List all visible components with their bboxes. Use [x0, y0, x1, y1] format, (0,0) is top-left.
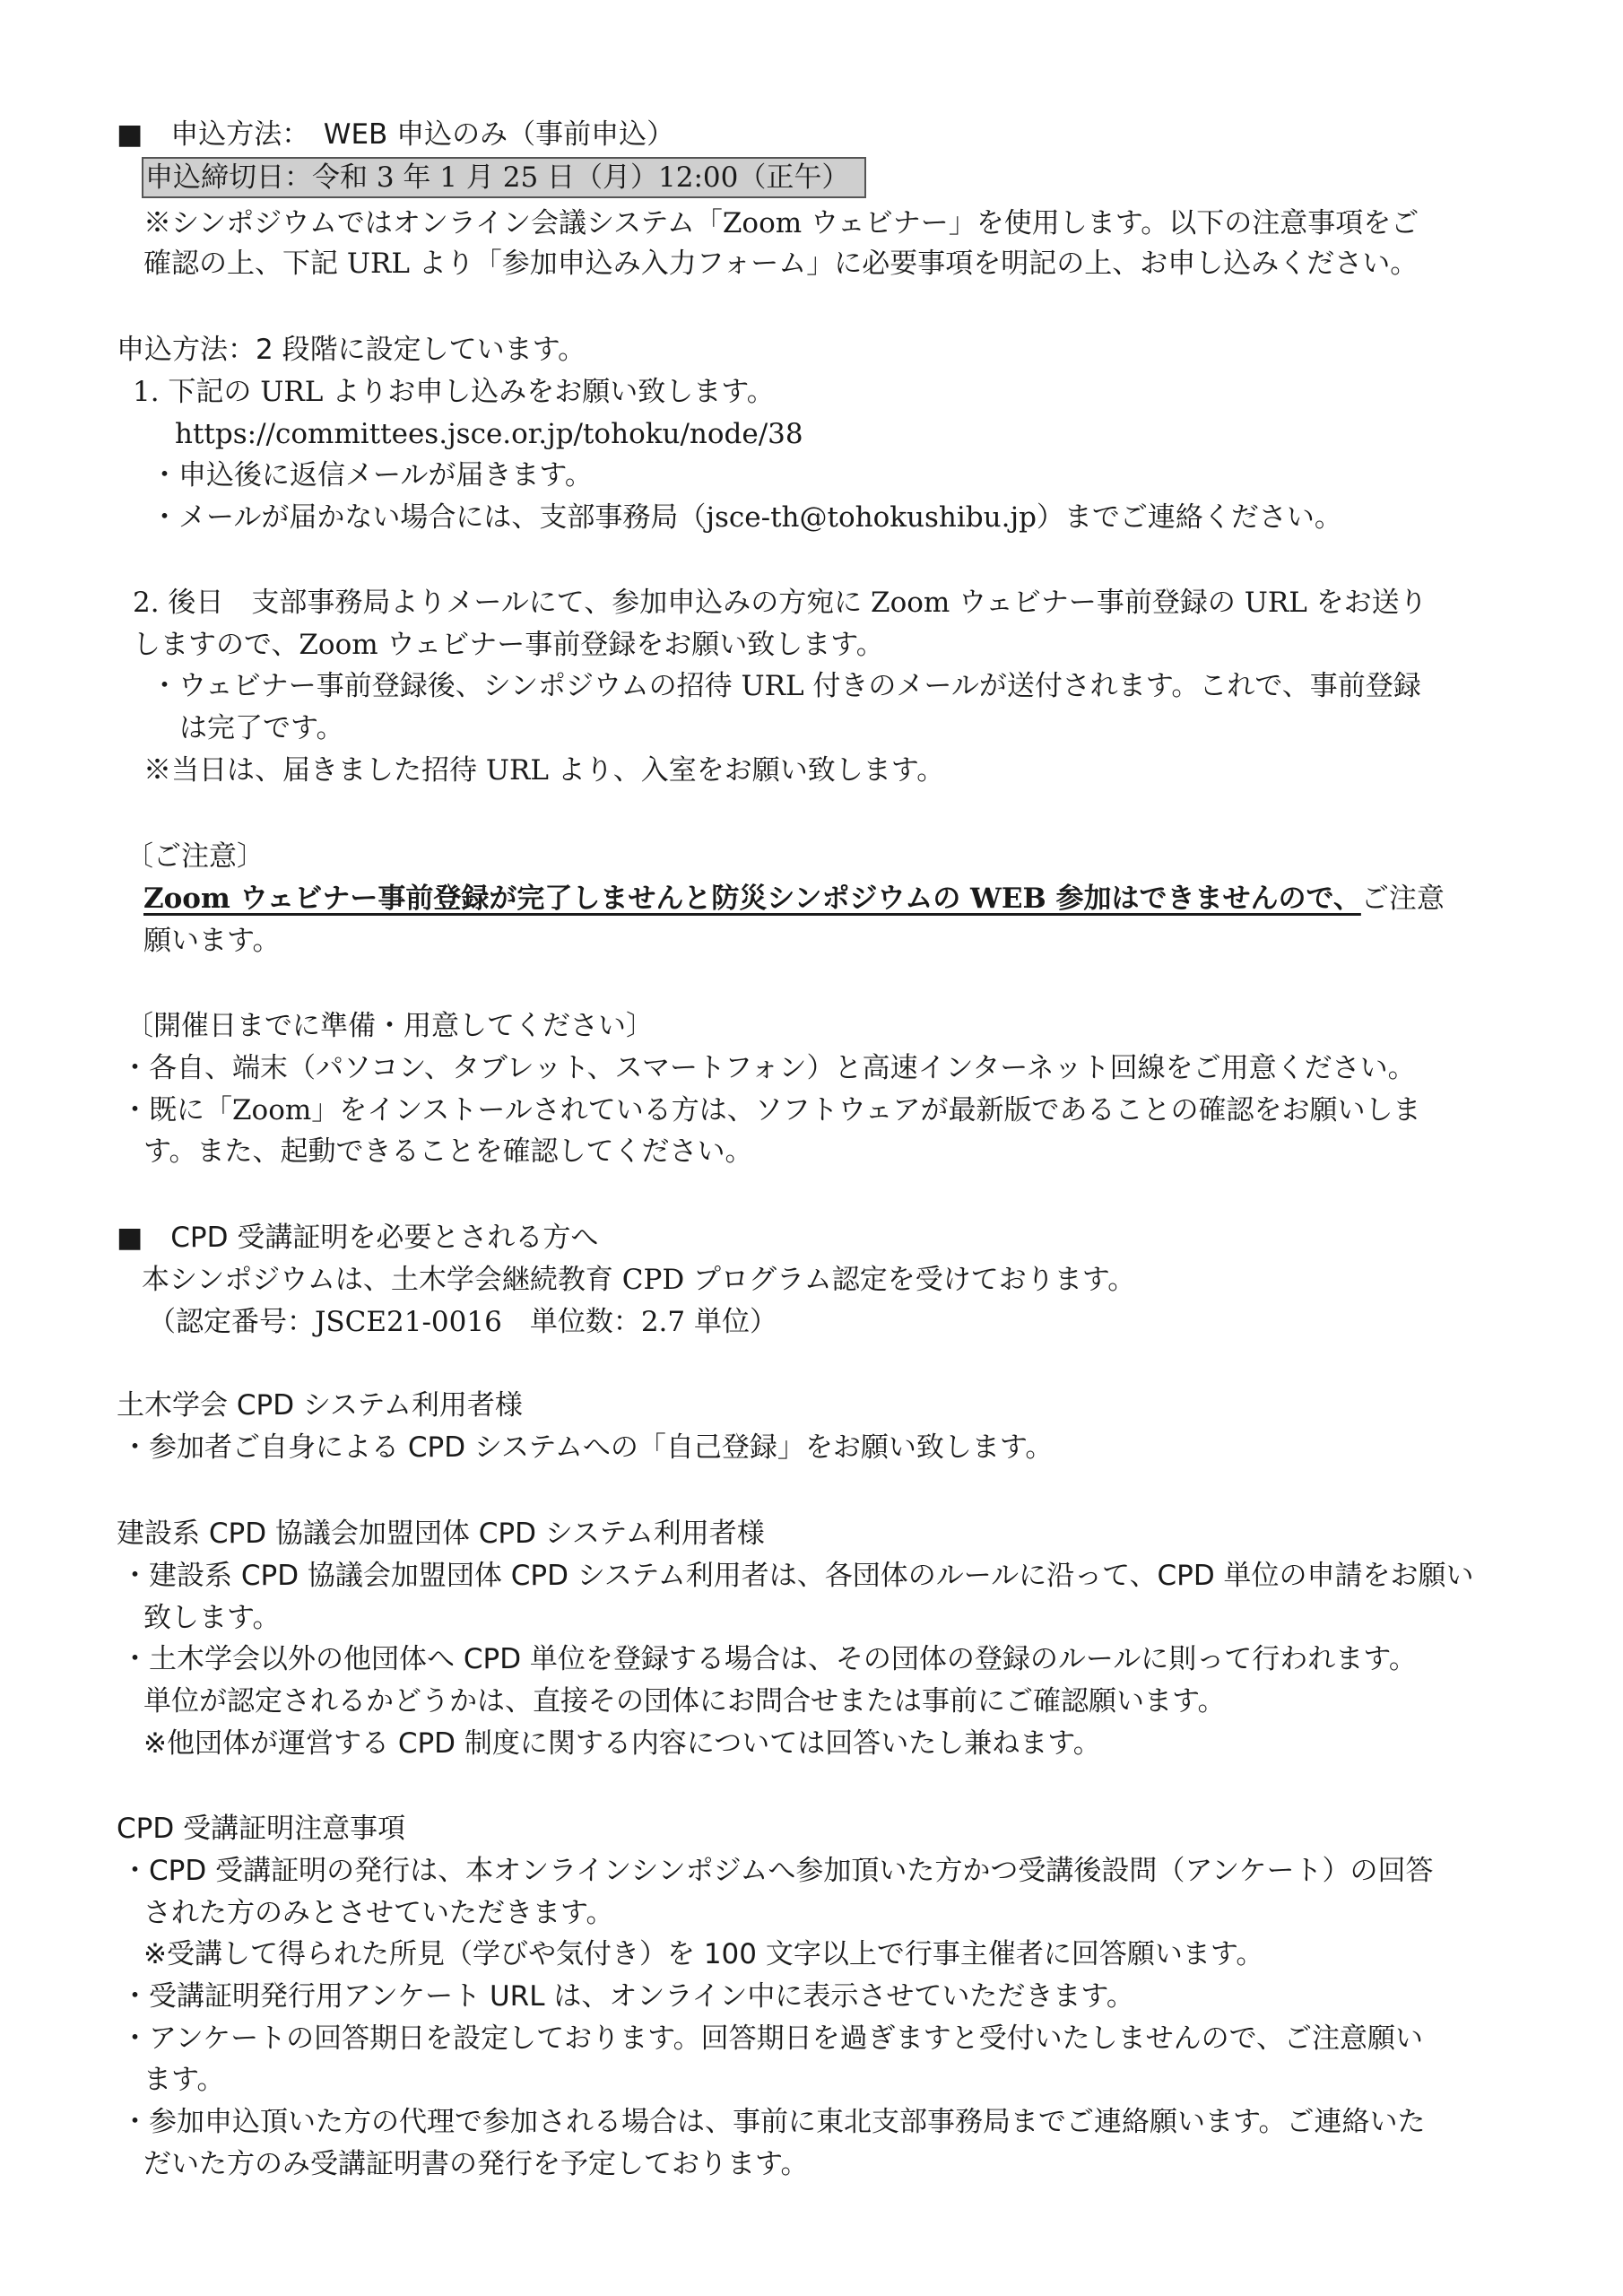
step-1-bullet-contact: ・メールが届かない場合には、支部事務局（jsce-th@tohokushibu.jp）までご連絡ください。 — [151, 501, 1342, 534]
registration-url-link[interactable]: https://committees.jsce.or.jp/tohoku/node/38 — [175, 418, 803, 450]
jsce-users-heading: 土木学会 CPD システム利用者様 — [117, 1389, 523, 1422]
step-1-bullet-reply-mail: ・申込後に返信メールが届きます。 — [151, 459, 593, 491]
caution-line-1 — [143, 879, 1445, 918]
cpd-notes-heading: CPD 受講証明注意事項 — [117, 1813, 406, 1845]
step-2-line-2: しますので、Zoom ウェビナー事前登録をお願い致します。 — [133, 629, 884, 661]
step-2-line-1: 2. 後日 支部事務局よりメールにて、参加申込みの方宛に Zoom ウェビナー事前登録の URL をお送り — [133, 587, 1428, 619]
member-users-item-2-line-2: 単位が認定されるかどうかは、直接その団体にお問合せまたは事前にご確認願います。 — [143, 1685, 1226, 1718]
cpd-notes-item-1-line-1: ・CPD 受講証明の発行は、本オンラインシンポジムへ参加頂いた方かつ受講後設問（アンケート）の回答 — [121, 1855, 1434, 1887]
cpd-notes-item-2: ・受講証明発行用アンケート URL は、オンライン中に表示させていただきます。 — [121, 1980, 1134, 2013]
prepare-heading: 〔開催日までに準備・用意してください〕 — [126, 1010, 654, 1042]
cpd-notes-item-3-line-1: ・アンケートの回答期日を設定しております。回答期日を過ぎますと受付いたしませんので、ご注意願い — [121, 2022, 1424, 2055]
caution-heading: 〔ご注意〕 — [126, 840, 265, 873]
application-heading: ■ 申込方法： WEB 申込のみ（事前申込） — [117, 118, 675, 151]
step-1-text: 1. 下記の URL よりお申し込みをお願い致します。 — [133, 376, 775, 408]
step-2-bullet-line-1: ・ウェビナー事前登録後、シンポジウムの招待 URL 付きのメールが送付されます。これで、事前登録 — [151, 670, 1421, 702]
caution-line-1-rest: ご注意 — [1360, 883, 1445, 915]
cpd-notes-item-1-line-2: された方のみとさせていただきます。 — [143, 1897, 614, 1929]
step-2-note: ※当日は、届きました招待 URL より、入室をお願い致します。 — [143, 754, 945, 787]
cpd-line-2: （認定番号：JSCE21-0016 単位数：2.7 単位） — [148, 1306, 777, 1338]
cpd-notes-item-4-line-2: だいた方のみ受講証明書の発行を予定しております。 — [143, 2148, 809, 2180]
jsce-users-item: ・参加者ご自身による CPD システムへの「自己登録」をお願い致します。 — [121, 1431, 1054, 1464]
member-users-item-2-line-1: ・土木学会以外の他団体へ CPD 単位を登録する場合は、その団体の登録のルールに則って行われます。 — [121, 1643, 1417, 1675]
member-users-note: ※他団体が運営する CPD 制度に関する内容については回答いたし兼ねます。 — [143, 1727, 1101, 1760]
prepare-item-2-line-2: す。また、起動できることを確認してください。 — [143, 1135, 753, 1168]
application-note-line-2: 確認の上、下記 URL より「参加申込み入力フォーム」に必要事項を明記の上、お申し込みください。 — [143, 248, 1419, 280]
cpd-heading: ■ CPD 受講証明を必要とされる方へ — [117, 1222, 599, 1254]
cpd-notes-item-4-line-1: ・参加申込頂いた方の代理で参加される場合は、事前に東北支部事務局までご連絡願います。ご連絡いた — [121, 2106, 1426, 2138]
member-users-heading: 建設系 CPD 協議会加盟団体 CPD システム利用者様 — [117, 1518, 765, 1550]
caution-emphasis: Zoom ウェビナー事前登録が完了しませんと防災シンポジウムの WEB 参加はできませんので、 — [143, 883, 1361, 915]
two-step-heading: 申込方法：2 段階に設定しています。 — [117, 334, 586, 366]
cpd-line-1: 本シンポジウムは、土木学会継続教育 CPD プログラム認定を受けております。 — [142, 1264, 1136, 1296]
member-users-item-1-line-1: ・建設系 CPD 協議会加盟団体 CPD システム利用者は、各団体のルールに沿って、CPD 単位の申請をお願い — [121, 1560, 1474, 1592]
step-2-bullet-line-2: は完了です。 — [179, 712, 344, 744]
member-users-item-1-line-2: 致します。 — [143, 1602, 281, 1634]
prepare-item-2-line-1: ・既に「Zoom」をインストールされている方は、ソフトウェアが最新版であることの確認をお願いしま — [121, 1094, 1421, 1126]
cpd-notes-item-1-note: ※受講して得られた所見（学びや気付き）を 100 文字以上で行事主催者に回答願います。 — [143, 1938, 1264, 1970]
application-note-line-1: ※シンポジウムではオンライン会議システム「Zoom ウェビナー」を使用します。以下の注意事項をご — [143, 207, 1419, 239]
prepare-item-1: ・各自、端末（パソコン、タブレット、スマートフォン）と高速インターネット回線をご用意ください。 — [121, 1052, 1416, 1084]
deadline-text: 申込締切日：令和 3 年 1 月 25 日（月）12:00（正午） — [145, 161, 850, 194]
cpd-notes-item-3-line-2: ます。 — [143, 2064, 225, 2096]
caution-line-2: 願います。 — [143, 925, 281, 957]
